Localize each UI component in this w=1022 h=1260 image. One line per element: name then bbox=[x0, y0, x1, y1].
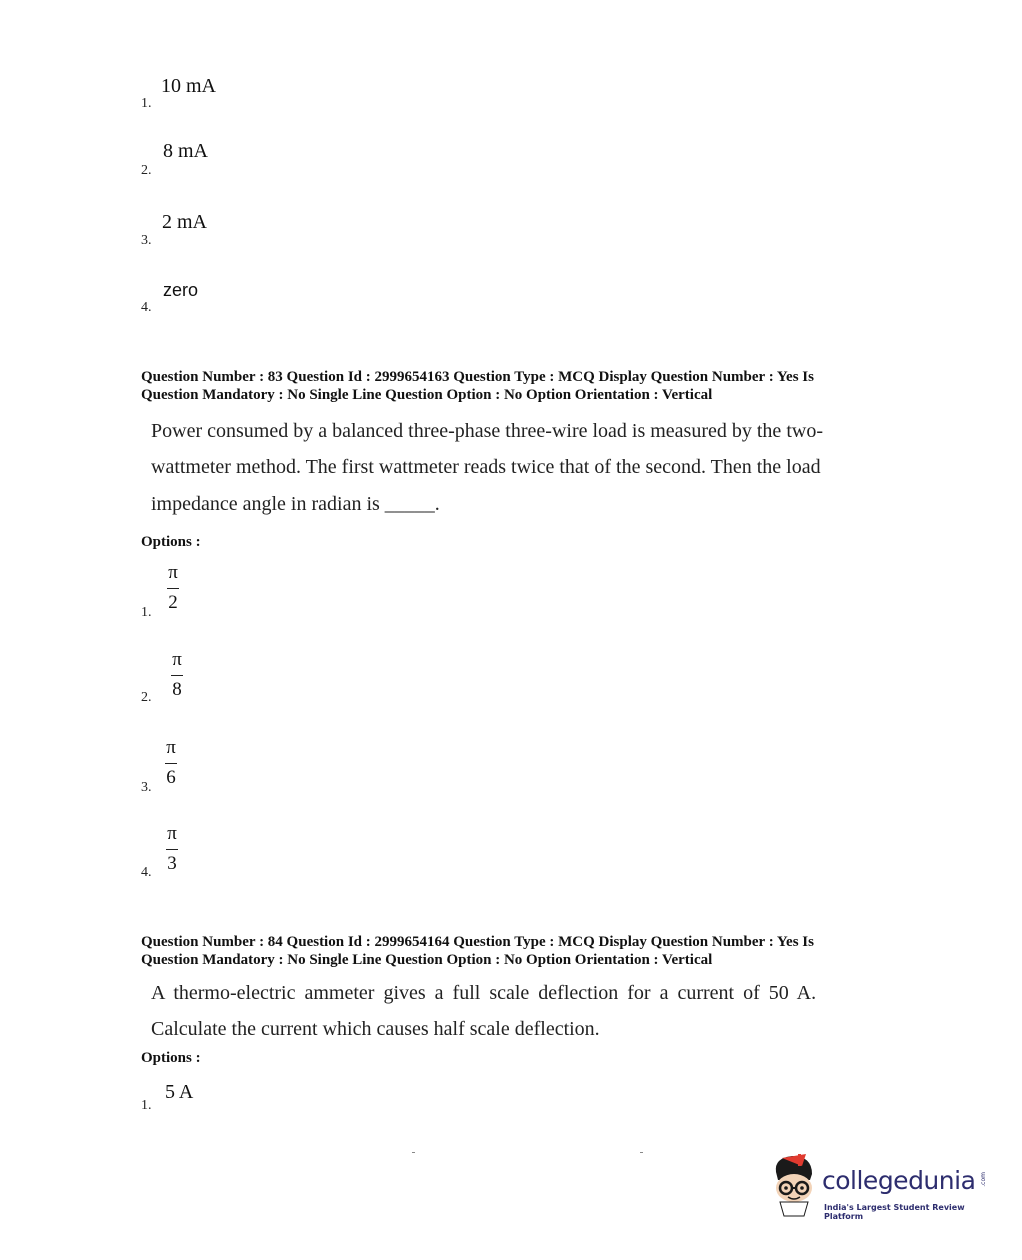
q84-stem-line-2: Calculate the current which causes half scale deflection. bbox=[151, 1018, 600, 1040]
q83-option-4-number: 4. bbox=[141, 865, 152, 880]
q83-stem-line-1: Power consumed by a balanced three-phase three-wire load is measured by the two- bbox=[151, 420, 823, 442]
prev-option-4-number: 4. bbox=[141, 300, 152, 315]
q83-option-3-denominator: 6 bbox=[166, 767, 176, 788]
q83-option-3-numerator: π bbox=[166, 737, 176, 758]
mascot-icon bbox=[762, 1150, 824, 1222]
q84-meta-line-1: Question Number : 84 Question Id : 2999654164 Question Type : MCQ Display Question Number : Yes Is bbox=[141, 934, 814, 950]
fraction-bar bbox=[167, 588, 179, 589]
q83-option-4-denominator: 3 bbox=[167, 853, 177, 874]
q83-stem-line-3: impedance angle in radian is _____. bbox=[151, 493, 440, 515]
q83-option-2-number: 2. bbox=[141, 690, 152, 705]
q83-option-1-numerator: π bbox=[168, 562, 178, 583]
print-mark bbox=[412, 1152, 415, 1153]
fraction-bar bbox=[165, 763, 177, 764]
q83-option-3-fraction bbox=[163, 738, 179, 788]
prev-option-3-text: 2 mA bbox=[162, 211, 207, 233]
q84-meta-line-2: Question Mandatory : No Single Line Question Option : No Option Orientation : Vertical bbox=[141, 952, 713, 968]
q83-option-3-number: 3. bbox=[141, 780, 152, 795]
prev-option-2-text: 8 mA bbox=[163, 140, 208, 162]
fraction-bar bbox=[171, 675, 183, 676]
prev-option-3-number: 3. bbox=[141, 233, 152, 248]
q84-option-1-number: 1. bbox=[141, 1098, 152, 1113]
logo-suffix-text: .com bbox=[980, 1172, 987, 1187]
q84-stem-line-1: A thermo-electric ammeter gives a full scale deflection for a current of 50 A. bbox=[151, 982, 817, 1004]
q83-meta-line-2: Question Mandatory : No Single Line Question Option : No Option Orientation : Vertical bbox=[141, 387, 713, 403]
q83-option-1-denominator: 2 bbox=[168, 592, 178, 613]
q83-option-2-fraction bbox=[169, 650, 185, 700]
prev-option-4-text: zero bbox=[163, 280, 199, 300]
q83-option-4-fraction bbox=[164, 824, 180, 874]
prev-option-1-text: 10 mA bbox=[161, 75, 216, 97]
logo-tagline: India's Largest Student Review Platform bbox=[824, 1203, 965, 1221]
q84-option-1-text: 5 A bbox=[165, 1081, 194, 1103]
q83-option-1-fraction bbox=[165, 563, 181, 613]
print-mark bbox=[640, 1152, 643, 1153]
q83-option-2-denominator: 8 bbox=[172, 679, 182, 700]
fraction-bar bbox=[166, 849, 178, 850]
q83-option-1-number: 1. bbox=[141, 605, 152, 620]
prev-option-1-number: 1. bbox=[141, 96, 152, 111]
q84-options-label: Options : bbox=[141, 1050, 201, 1066]
q83-options-label: Options : bbox=[141, 534, 201, 550]
q83-option-2-numerator: π bbox=[172, 649, 182, 670]
q83-stem-line-2: wattmeter method. The first wattmeter reads twice that of the second. Then the load bbox=[151, 456, 821, 478]
collegedunia-logo bbox=[762, 1150, 992, 1230]
q83-option-4-numerator: π bbox=[167, 823, 177, 844]
q83-meta-line-1: Question Number : 83 Question Id : 2999654163 Question Type : MCQ Display Question Number : Yes Is bbox=[141, 369, 814, 385]
prev-option-2-number: 2. bbox=[141, 163, 152, 178]
logo-brand-text: collegedunia bbox=[822, 1166, 976, 1195]
